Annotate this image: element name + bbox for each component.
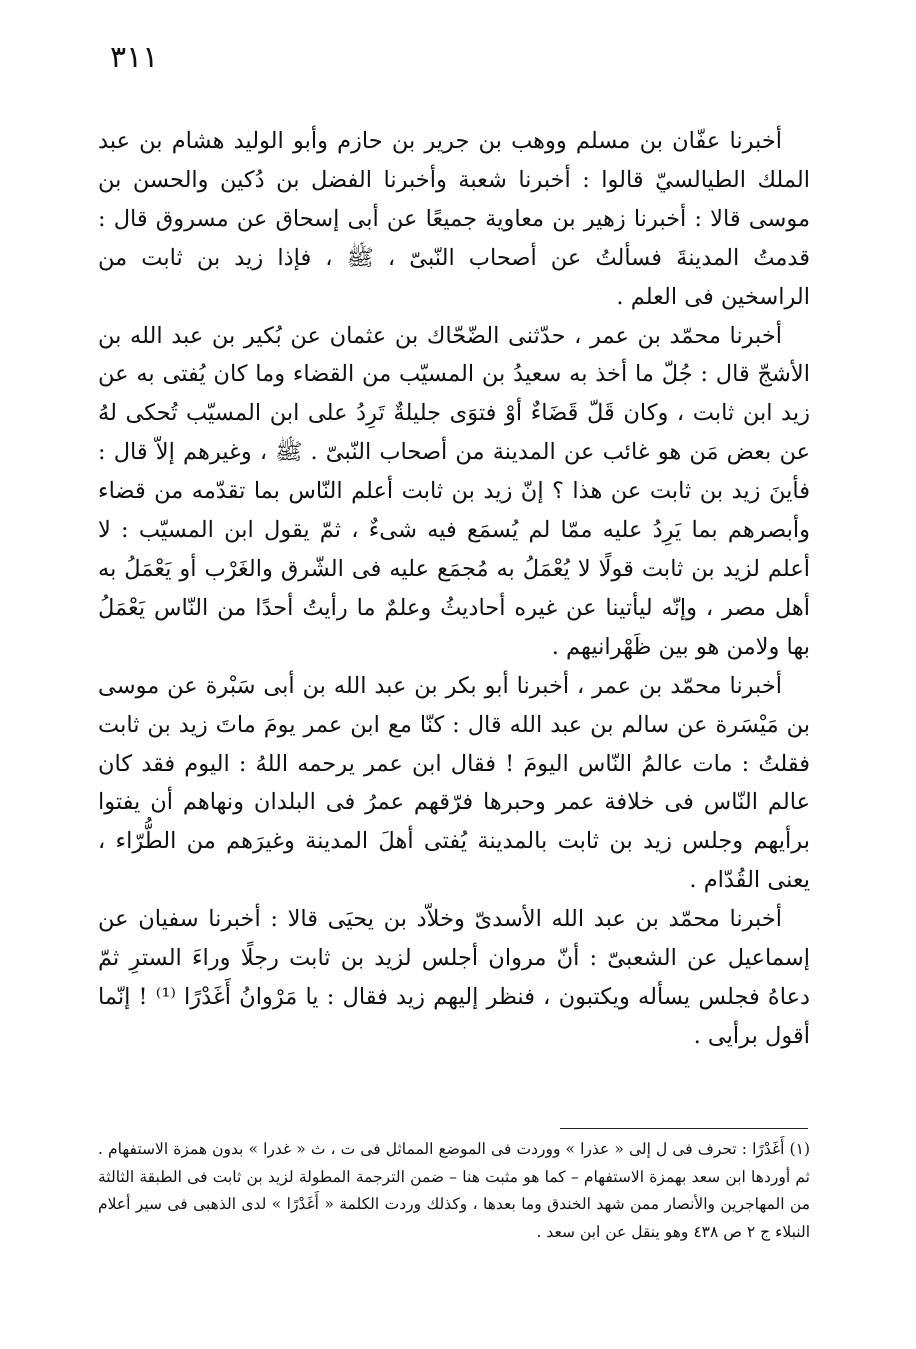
page-number: ٣١١ [110,40,159,75]
footnote-1: (١) أَغَدْرًا : تحرف فى ل إلى « عذرا » ووردت فى الموضع المماثل فى ت ، ث « غدرا » بدون همزة الاستفهام . ثم أوردها ابن سعد بهمزة الاستفهام – كما هو مثبت هنا – ضمن الترجمة المطولة لزيد بن ثابت فى الطبقة الثالثة من المهاجرين والأنصار ممن شهد الخندق وما بعدها ، وكذلك وردت الكلمة « أَغَدْرًا » لدى الذهبى فى سير أعلام النبلاء ج ٢ ص ٤٣٨ وهو ينقل عن ابن سعد . [98,1140,810,1241]
footnotes [98,1136,810,1246]
footnote-divider [560,1128,808,1129]
paragraph-2: أخبرنا محمّد بن عمر ، حدّثنى الضّحّاك بن عثمان عن بُكير بن عبد الله بن الأشجّ قال : جُلّ ما أخذ به سعيدُ بن المسيّب من القضاء وما كان يُفتى به عن زيد ابن ثابت ، وكان قَلّ قَضَاءٌ أوْ فتوَى جليلةٌ تَرِدُ على ابن المسيّب تُحكى لهُ عن بعض مَن هو غائب عن المدينة من أصحاب النّبىّ . ﷺ ، وغيرهم إلاّ قال : فأينَ زيد بن ثابت عن هذا ؟ إنّ زيد بن ثابت أعلم النّاس بما تقدّمه من قضاء وأبصرهم بما يَرِدُ عليه ممّا لم يُسمَع فيه شىءٌ ، ثمّ يقول ابن المسيّب : لا أعلم لزيد بن ثابت قولًا لا يُعْمَلُ به مُجمَع عليه فى الشّرق والغَرْب أو يَعْمَلُ به أهل مصر ، وإنّه ليأتينا عن غيره أحاديثُ وعلمٌ ما رأيتُ أحدًا من النّاس يَعْمَلُ بها ولامن هو بين ظَهْرانيهم . [98,322,810,660]
paragraph-3: أخبرنا محمّد بن عمر ، أخبرنا أبو بكر بن عبد الله بن أبى سَبْرة عن موسى بن مَيْسَرة عن سالم بن عبد الله قال : كنّا مع ابن عمر يومَ ماتَ زيد بن ثابت فقلتُ : مات عالمُ النّاس اليومَ ! فقال ابن عمر يرحمه اللهُ : اليوم فقد كان عالم النّاس فى خلافة عمر وحبرها فرّقهم عمرُ فى البلدان ونهاهم أن يفتوا برأيهم وجلس زيد بن ثابت بالمدينة يُفتى أهلَ المدينة وغيرَهم من الطُّرّاء ، يعنى القُدّام . [98,672,810,894]
main-text [98,122,810,1056]
paragraph-4: أخبرنا محمّد بن عبد الله الأسدىّ وخلاّد بن يحيَى قالا : أخبرنا سفيان عن إسماعيل عن الشعبىّ : أنّ مروان أجلس لزيد بن ثابت رجلًا وراءَ السترِ ثمّ دعاهُ فجلس يسأله ويكتبون ، فنظر إليهم زيد فقال : يا مَرْوانُ أَغَدْرًا ⁽¹⁾ ! إنّما أقول برأيى . [98,906,811,1049]
paragraph-1: أخبرنا عفّان بن مسلم ووهب بن جرير بن حازم وأبو الوليد هشام بن عبد الملك الطيالسيّ قالوا : أخبرنا شعبة وأخبرنا الفضل بن دُكين والحسن بن موسى قالا : أخبرنا زهير بن معاوية جميعًا عن أبى إسحاق عن مسروق قال : قدمتُ المدينةَ فسألتُ عن أصحاب النّبىّ ، ﷺ ، فإذا زيد بن ثابت من الراسخين فى العلم . [98,128,810,310]
